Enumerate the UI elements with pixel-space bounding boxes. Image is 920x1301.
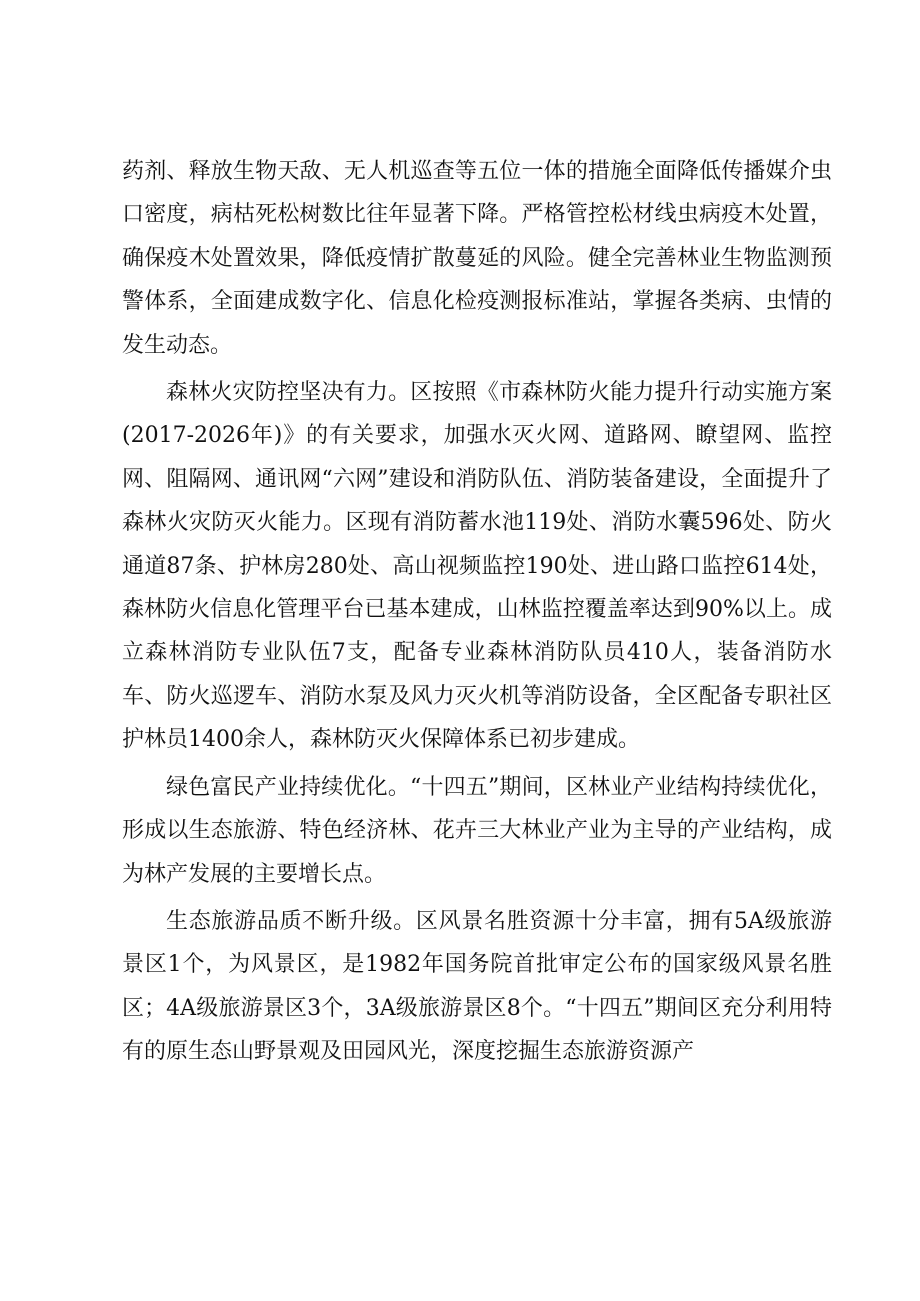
paragraph-pest-control: 药剂、释放生物天敌、无人机巡查等五位一体的措施全面降低传播媒介虫口密度，病枯死松树数比往年显著下降。严格管控松材线虫病疫木处置，确保疫木处置效果，降低疫情扩散蔓延的风险。健全完善林业生物监测预警体系，全面建成数字化、信息化检疫测报标准站，掌握各类病、虫情的发生动态。 <box>122 159 832 358</box>
paragraph-green-industry: 绿色富民产业持续优化。“十四五”期间，区林业产业结构持续优化，形成以生态旅游、特色经济林、花卉三大林业产业为主导的产业结构，成为林产发展的主要增长点。 <box>122 774 832 887</box>
paragraph-forest-fire-prevention: 森林火灾防控坚决有力。区按照《市森林防火能力提升行动实施方案(2017-2026年)》的有关要求，加强水灭火网、道路网、瞭望网、监控网、阻隔网、通讯网“六网”建设和消防队伍、消防装备建设，全面提升了森林火灾防灭火能力。区现有消防蓄水池119处、消防水囊596处、防火通道87条、护林房280处、高山视频监控190处、进山路口监控614处，森林防火信息化管理平台已基本建成，山林监控覆盖率达到90%以上。成立森林消防专业队伍7支，配备专业森林消防队员410人，装备消防水车、防火巡逻车、消防水泵及风力灭火机等消防设备，全区配备专职社区护林员1400余人，森林防灭火保障体系已初步建成。 <box>122 380 832 753</box>
paragraph-eco-tourism: 生态旅游品质不断升级。区风景名胜资源十分丰富，拥有5A级旅游景区1个，为风景区，是1982年国务院首批审定公布的国家级风景名胜区；4A级旅游景区3个，3A级旅游景区8个。“十四五”期间区充分利用特有的原生态山野景观及田园风光，深度挖掘生态旅游资源产 <box>122 908 832 1065</box>
body-text <box>122 150 832 1078</box>
